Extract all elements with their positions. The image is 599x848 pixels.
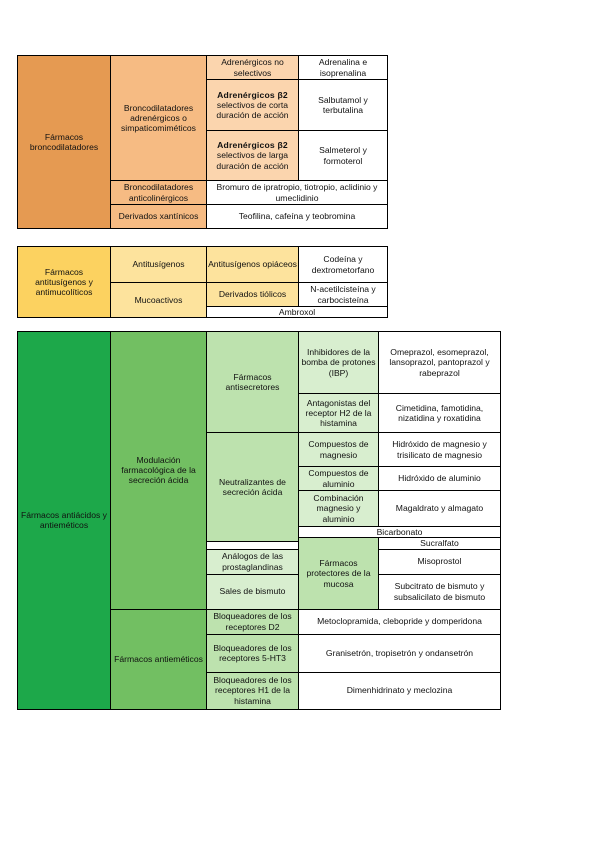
modulacion-cell: Modulación farmacológica de la secreción ácida xyxy=(111,332,207,610)
b2-larga-rest: selectivos de larga duración de acción xyxy=(216,150,289,171)
antiacidos-main-cell: Fármacos antiácidos y antieméticos xyxy=(18,332,111,710)
sucralfato-cell: Sucralfato xyxy=(379,538,501,549)
combinacion-cell: Combinación magnesio y aluminio xyxy=(299,491,379,527)
prostaglandinas-cell: Análogos de las prostaglandinas xyxy=(207,549,299,574)
ibp-examples: Omeprazol, esomeprazol, lansoprazol, pantoprazol y rabeprazol xyxy=(379,332,501,394)
magnesio-cell: Compuestos de magnesio xyxy=(299,433,379,467)
d2-examples: Metoclopramida, clebopride y domperidona xyxy=(299,609,501,634)
ht3-examples: Granisetrón, tropisetrón y ondansetrón xyxy=(299,634,501,672)
antitusigenos-main-cell: Fármacos antitusígenos y antimucolíticos xyxy=(18,247,111,318)
opiaceos-cell: Antitusígenos opiáceos xyxy=(207,247,299,283)
b2-larga-cell xyxy=(207,131,299,181)
bismuto-examples: Subcitrato de bismuto y subsalicilato de bismuto xyxy=(379,574,501,609)
h1-cell: Bloqueadores de los receptores H1 de la histamina xyxy=(207,672,299,709)
aluminio-examples: Hidróxido de aluminio xyxy=(379,467,501,491)
b2-corta-bold: Adrenérgicos β2 xyxy=(217,89,288,100)
b2-corta-rest: selectivos de corta duración de acción xyxy=(216,99,289,121)
h2-cell: Antagonistas del receptor H2 de la histamina xyxy=(299,394,379,433)
anticolinergicos-cell: Broncodilatadores anticolinérgicos xyxy=(111,181,207,205)
b2-larga-examples: Salmeterol y formoterol xyxy=(299,131,388,181)
tiolicos-examples: N-acetilcisteína y carbocisteína xyxy=(299,283,388,307)
antitusigenos-cell: Antitusígenos xyxy=(111,247,207,283)
no-selectivos-examples: Adrenalina e isoprenalina xyxy=(299,56,388,80)
d2-cell: Bloqueadores de los receptores D2 xyxy=(207,609,299,634)
ibp-cell: Inhibidores de la bomba de protones (IBP) xyxy=(299,332,379,394)
h2-examples: Cimetidina, famotidina, nizatidina y roxatidina xyxy=(379,394,501,433)
no-selectivos-cell: Adrenérgicos no selectivos xyxy=(207,56,299,80)
bismuto-cell: Sales de bismuto xyxy=(207,574,299,609)
xantinicos-examples: Teofilina, cafeína y teobromina xyxy=(207,205,388,229)
antiacidos-table xyxy=(17,331,501,710)
mucoactivos-cell: Mucoactivos xyxy=(111,283,207,318)
magnesio-examples: Hidróxido de magnesio y trisilicato de magnesio xyxy=(379,433,501,467)
ht3-cell: Bloqueadores de los receptores 5-HT3 xyxy=(207,634,299,672)
prostaglandinas-examples: Misoprostol xyxy=(379,549,501,574)
antisecretores-cell: Fármacos antisecretores xyxy=(207,332,299,433)
antiemeticos-cell: Fármacos antieméticos xyxy=(111,609,207,709)
neutralizantes-cell: Neutralizantes de secreción ácida xyxy=(207,433,299,542)
broncodilatadores-table xyxy=(17,55,388,229)
adrenergicos-cell: Broncodilatadores adrenérgicos o simpaticomiméticos xyxy=(111,56,207,181)
h1-examples: Dimenhidrinato y meclozina xyxy=(299,672,501,709)
b2-corta-examples: Salbutamol y terbutalina xyxy=(299,80,388,131)
protectores-cell: Fármacos protectores de la mucosa xyxy=(299,538,379,609)
aluminio-cell: Compuestos de aluminio xyxy=(299,467,379,491)
b2-larga-bold: Adrenérgicos β2 xyxy=(217,140,288,151)
bicarbonato-cell: Bicarbonato xyxy=(299,527,501,538)
xantinicos-cell: Derivados xantínicos xyxy=(111,205,207,229)
ambroxol-cell: Ambroxol xyxy=(207,307,388,318)
b2-corta-cell xyxy=(207,80,299,131)
antitusigenos-table xyxy=(17,246,388,318)
broncodilatadores-cell: Fármacos broncodilatadores xyxy=(18,56,111,229)
opiaceos-examples: Codeína y dextrometorfano xyxy=(299,247,388,283)
anticolinergicos-examples: Bromuro de ipratropio, tiotropio, aclidinio y umeclidinio xyxy=(207,181,388,205)
tiolicos-cell: Derivados tiólicos xyxy=(207,283,299,307)
combinacion-examples: Magaldrato y almagato xyxy=(379,491,501,527)
